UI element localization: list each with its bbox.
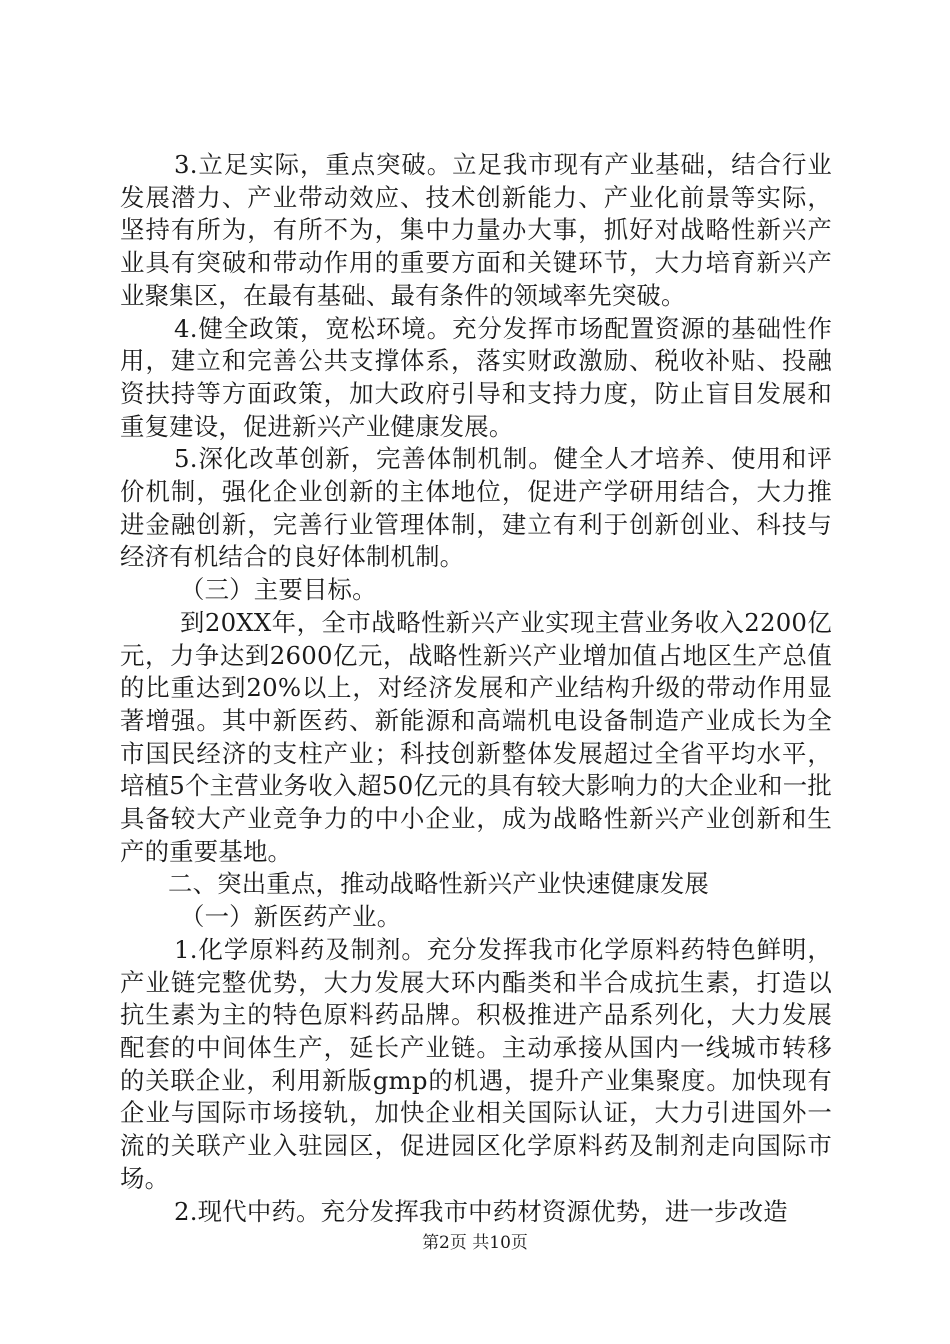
section-heading-main-goals: （三）主要目标。	[180, 575, 377, 605]
section-heading-new-medicine: （一）新医药产业。	[180, 902, 402, 932]
paragraph-principle-3: 3.立足实际，重点突破。立足我市现有产业基础，结合行业发展潜力、产业带动效应、技术创新能力、产业化前景等实际，坚持有所为，有所不为，集中力量办大事，抓好对战略性新兴产业具有突破和带动作用的重要方面和关键环节，大力培育新兴产业聚集区，在最有基础、最有条件的领域率先突破。	[120, 150, 832, 310]
paragraph-main-goals: 到20XX年，全市战略性新兴产业实现主营业务收入2200亿元，力争达到2600亿元，战略性新兴产业增加值占地区生产总值的比重达到20%以上，对经济发展和产业结构升级的带动作用显著增强。其中新医药、新能源和高端机电设备制造产业成长为全市国民经济的支柱产业；科技创新整体发展超过全省平均水平，培植5个主营业务收入超50亿元的具有较大影响力的大企业和一批具备较大产业竞争力的中小企业，成为战略性新兴产业创新和生产的重要基地。	[120, 607, 832, 866]
chapter-heading-key-points: 二、突出重点，推动战略性新兴产业快速健康发展	[168, 869, 709, 899]
page-number-footer: 第2页 共10页	[422, 1233, 528, 1253]
paragraph-principle-4: 4.健全政策，宽松环境。充分发挥市场配置资源的基础性作用，建立和完善公共支撑体系，落实财政激励、税收补贴、投融资扶持等方面政策，加大政府引导和支持力度，防止盲目发展和重复建设，促进新兴产业健康发展。	[120, 313, 832, 441]
paragraph-principle-5: 5.深化改革创新，完善体制机制。健全人才培养、使用和评价机制，强化企业创新的主体地位，促进产学研用结合，大力推进金融创新，完善行业管理体制，建立有利于创新创业、科技与经济有机结合的良好体制机制。	[120, 444, 832, 572]
paragraph-modern-tcm: 2.现代中药。充分发挥我市中药材资源优势，进一步改造	[174, 1196, 788, 1226]
paragraph-chemical-apis: 1.化学原料药及制剂。充分发挥我市化学原料药特色鲜明，产业链完整优势，大力发展大环内酯类和半合成抗生素，打造以抗生素为主的特色原料药品牌。积极推进产品系列化，大力发展配套的中间体生产，延长产业链。主动承接从国内一线城市转移的关联企业，利用新版gmp的机遇，提升产业集聚度。加快现有企业与国际市场接轨，加快企业相关国际认证，大力引进国外一流的关联产业入驻园区，促进园区化学原料药及制剂走向国际市场。	[120, 934, 832, 1193]
document-body	[120, 149, 832, 1228]
